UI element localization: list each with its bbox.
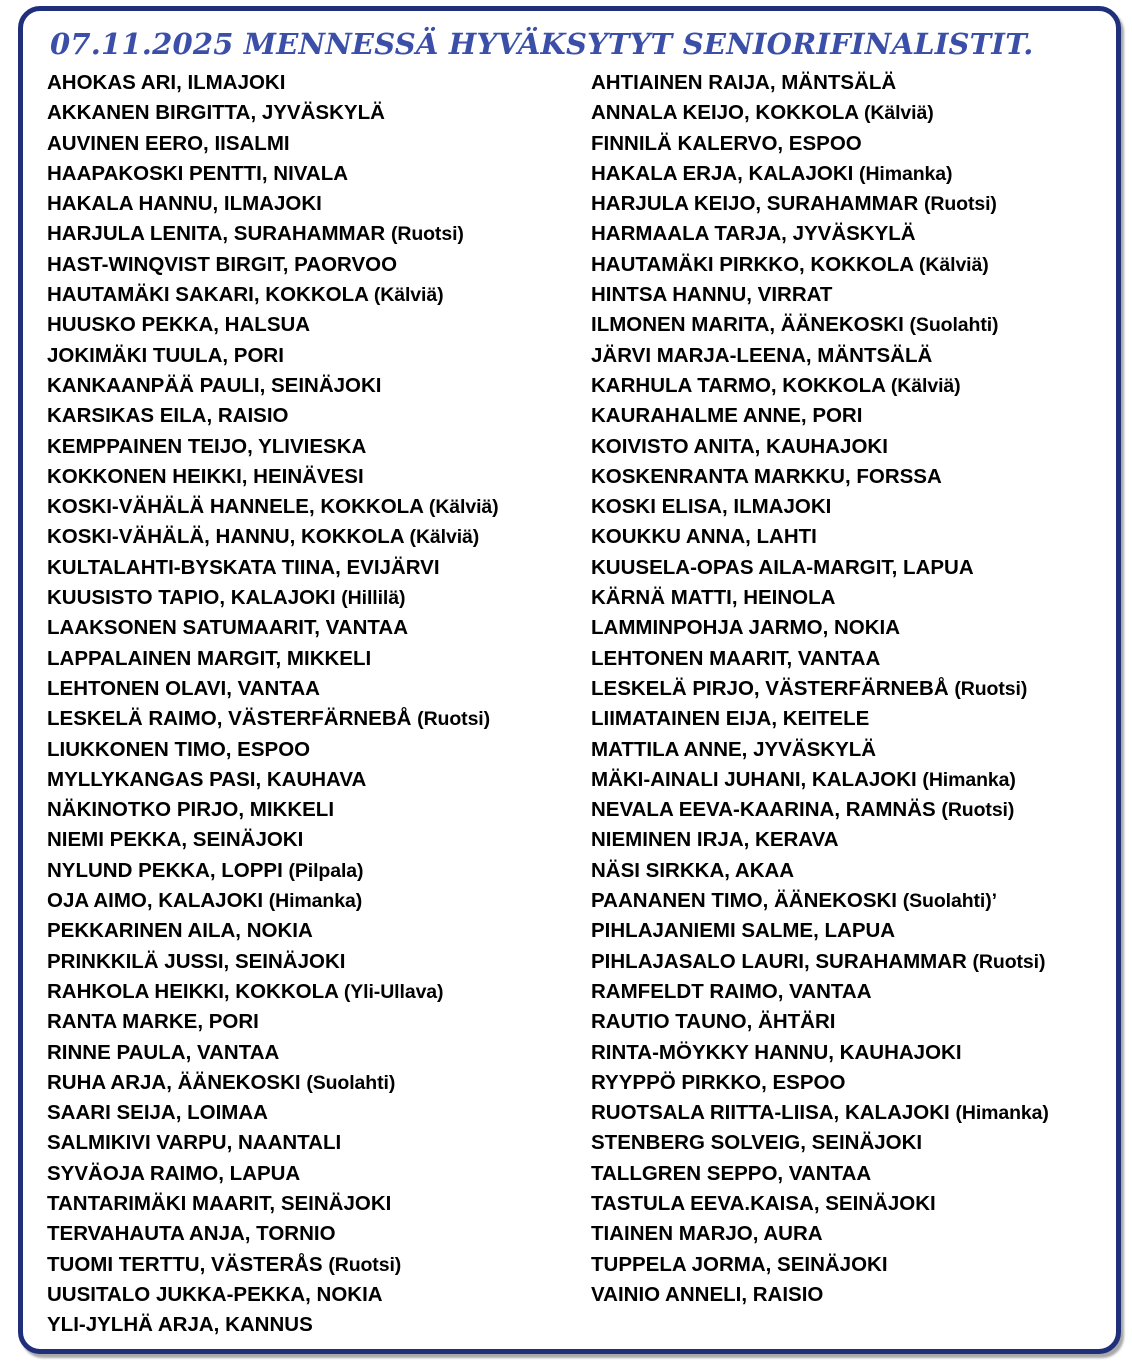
finalist-entry <box>47 795 499 825</box>
finalist-entry <box>591 886 1049 916</box>
finalist-name: PIHLAJANIEMI SALME, LAPUA <box>591 919 896 943</box>
finalist-entry <box>591 644 1049 674</box>
finalist-name: KOSKI-VÄHÄLÄ HANNELE, KOKKOLA <box>47 495 424 519</box>
finalist-entry <box>47 916 499 946</box>
finalist-entry <box>47 159 499 189</box>
finalist-entry <box>591 1280 1049 1310</box>
finalist-name: TUPPELA JORMA, SEINÄJOKI <box>591 1252 888 1276</box>
finalist-entry <box>591 462 1049 492</box>
finalist-entry <box>47 371 499 401</box>
finalist-list-left <box>47 68 499 1340</box>
finalist-locality: (Kälviä) <box>890 374 961 397</box>
finalist-entry <box>47 189 499 219</box>
finalist-name: HARJULA KEIJO, SURAHAMMAR <box>591 192 919 216</box>
finalist-name: KARSIKAS EILA, RAISIO <box>47 404 289 428</box>
finalist-name: KEMPPAINEN TEIJO, YLIVIESKA <box>47 434 367 458</box>
finalist-name: VAINIO ANNELI, RAISIO <box>591 1282 824 1306</box>
finalist-entry <box>591 1068 1049 1098</box>
finalist-locality: (Ruotsi) <box>417 708 491 731</box>
finalist-name: LESKELÄ PIRJO, VÄSTERFÄRNEBÅ <box>591 676 949 700</box>
finalist-name: LAMMINPOHJA JARMO, NOKIA <box>591 616 901 640</box>
finalist-locality: (Himanka) <box>955 1102 1049 1125</box>
finalist-name: TUOMI TERTTU, VÄSTERÅS <box>47 1252 323 1276</box>
finalist-entry <box>47 129 499 159</box>
finalist-name: ANNALA KEIJO, KOKKOLA <box>591 101 859 125</box>
finalist-name: NÄKINOTKO PIRJO, MIKKELI <box>47 798 335 822</box>
finalist-entry <box>47 674 499 704</box>
finalist-locality: (Kälviä) <box>428 496 499 519</box>
finalist-name: KUUSELA-OPAS AILA-MARGIT, LAPUA <box>591 555 974 579</box>
finalist-entry <box>47 250 499 280</box>
finalist-name: KOSKI ELISA, ILMAJOKI <box>591 495 832 519</box>
finalist-name: LESKELÄ RAIMO, VÄSTERFÄRNEBÅ <box>47 707 412 731</box>
finalist-name: KOUKKU ANNA, LAHTI <box>591 525 817 549</box>
finalist-entry <box>591 1098 1049 1128</box>
finalist-entry <box>47 401 499 431</box>
finalist-name: NEVALA EEVA-KAARINA, RAMNÄS <box>591 798 936 822</box>
finalist-entry <box>591 1189 1049 1219</box>
finalist-name: HAUTAMÄKI SAKARI, KOKKOLA <box>47 283 369 307</box>
finalist-name: PRINKKILÄ JUSSI, SEINÄJOKI <box>47 949 346 973</box>
finalist-name: TASTULA EEVA.KAISA, SEINÄJOKI <box>591 1191 936 1215</box>
finalist-name: RINNE PAULA, VANTAA <box>47 1040 280 1064</box>
finalist-name: ILMONEN MARITA, ÄÄNEKOSKI <box>591 313 904 337</box>
finalist-entry <box>591 189 1049 219</box>
finalist-entry <box>591 522 1049 552</box>
finalist-entry <box>591 1128 1049 1158</box>
finalist-entry <box>591 613 1049 643</box>
finalist-entry <box>47 432 499 462</box>
finalist-entry <box>591 977 1049 1007</box>
finalist-entry <box>47 1250 499 1280</box>
finalist-entry <box>47 1159 499 1189</box>
finalist-entry <box>47 219 499 249</box>
finalist-entry <box>47 522 499 552</box>
finalist-entry <box>591 795 1049 825</box>
finalist-entry <box>591 765 1049 795</box>
finalist-name: KÄRNÄ MATTI, HEINOLA <box>591 586 836 610</box>
finalist-entry <box>47 704 499 734</box>
finalist-name: MÄKI-AINALI JUHANI, KALAJOKI <box>591 767 917 791</box>
finalist-entry <box>47 68 499 98</box>
finalist-name: KARHULA TARMO, KOKKOLA <box>591 373 886 397</box>
finalist-locality: (Yli-Ullava) <box>343 980 444 1003</box>
finalist-name: NYLUND PEKKA, LOPPI <box>47 858 283 882</box>
finalist-entry <box>47 310 499 340</box>
finalist-entry <box>591 280 1049 310</box>
finalist-name: MATTILA ANNE, JYVÄSKYLÄ <box>591 737 877 761</box>
finalist-name: PEKKARINEN AILA, NOKIA <box>47 919 313 943</box>
finalist-entry <box>591 825 1049 855</box>
finalist-name: FINNILÄ KALERVO, ESPOO <box>591 131 862 155</box>
finalist-name: AHOKAS ARI, ILMAJOKI <box>47 71 286 94</box>
finalist-locality: (Ruotsi) <box>923 193 997 216</box>
finalist-name: RAHKOLA HEIKKI, KOKKOLA <box>47 979 339 1003</box>
finalist-name: LIIMATAINEN EIJA, KEITELE <box>591 707 870 731</box>
finalist-entry <box>591 947 1049 977</box>
finalist-name: LAAKSONEN SATUMAARIT, VANTAA <box>47 616 409 640</box>
finalist-entry <box>591 1250 1049 1280</box>
finalist-name: LEHTONEN MAARIT, VANTAA <box>591 646 881 670</box>
finalist-entry <box>47 1189 499 1219</box>
finalist-entry <box>591 432 1049 462</box>
page-title: 07.11.2025 MENNESSÄ HYVÄKSYTYT SENIORIFINALISTIT. <box>50 27 1034 61</box>
finalist-name: HAKALA HANNU, ILMAJOKI <box>47 192 322 216</box>
finalist-entry <box>47 825 499 855</box>
finalist-locality: (Ruotsi) <box>972 950 1046 973</box>
finalist-name: KOKKONEN HEIKKI, HEINÄVESI <box>47 464 364 488</box>
finalist-entry <box>47 886 499 916</box>
finalist-entry <box>47 644 499 674</box>
finalist-locality: (Suolahti)’ <box>902 890 997 913</box>
finalist-entry <box>47 583 499 613</box>
finalist-name: NIEMI PEKKA, SEINÄJOKI <box>47 828 304 852</box>
finalist-entry <box>591 98 1049 128</box>
finalist-name: TALLGREN SEPPO, VANTAA <box>591 1161 872 1185</box>
finalist-entry <box>47 1219 499 1249</box>
finalist-name: NÄSI SIRKKA, AKAA <box>591 858 795 882</box>
finalist-entry <box>591 1038 1049 1068</box>
finalist-name: TERVAHAUTA ANJA, TORNIO <box>47 1222 336 1246</box>
finalist-entry <box>591 856 1049 886</box>
finalist-entry <box>47 947 499 977</box>
finalist-entry <box>591 1159 1049 1189</box>
finalist-entry <box>591 68 1049 98</box>
finalist-locality: (Pilpala) <box>288 859 364 882</box>
finalist-entry <box>591 219 1049 249</box>
finalist-name: MYLLYKANGAS PASI, KAUHAVA <box>47 767 367 791</box>
finalist-locality: (Suolahti) <box>306 1071 396 1094</box>
finalist-entry <box>591 341 1049 371</box>
finalist-entry <box>47 341 499 371</box>
finalist-name: LEHTONEN OLAVI, VANTAA <box>47 676 320 700</box>
finalist-name: TIAINEN MARJO, AURA <box>591 1222 823 1246</box>
finalist-entry <box>47 1068 499 1098</box>
finalist-name: JOKIMÄKI TUULA, PORI <box>47 343 284 367</box>
finalist-name: RUOTSALA RIITTA-LIISA, KALAJOKI <box>591 1101 950 1125</box>
finalist-entry <box>591 916 1049 946</box>
finalist-name: HINTSA HANNU, VIRRAT <box>591 283 833 307</box>
finalist-entry <box>591 735 1049 765</box>
finalist-entry <box>47 1128 499 1158</box>
finalist-name: TANTARIMÄKI MAARIT, SEINÄJOKI <box>47 1191 392 1215</box>
finalist-name: HARMAALA TARJA, JYVÄSKYLÄ <box>591 222 916 246</box>
finalist-name: RAUTIO TAUNO, ÄHTÄRI <box>591 1010 836 1034</box>
finalist-locality: (Ruotsi) <box>328 1253 402 1276</box>
finalist-entry <box>47 492 499 522</box>
finalist-name: NIEMINEN IRJA, KERAVA <box>591 828 839 852</box>
finalist-entry <box>591 492 1049 522</box>
finalist-entry <box>591 129 1049 159</box>
finalist-entry <box>47 613 499 643</box>
finalist-entry <box>47 1038 499 1068</box>
finalist-locality: (Suolahti) <box>909 314 999 337</box>
finalist-name: AHTIAINEN RAIJA, MÄNTSÄLÄ <box>591 71 897 94</box>
finalist-entry <box>47 735 499 765</box>
finalist-name: HAAPAKOSKI PENTTI, NIVALA <box>47 161 349 185</box>
finalist-entry <box>47 977 499 1007</box>
finalist-name: LAPPALAINEN MARGIT, MIKKELI <box>47 646 372 670</box>
finalist-name: JÄRVI MARJA-LEENA, MÄNTSÄLÄ <box>591 343 933 367</box>
finalist-name: KUUSISTO TAPIO, KALAJOKI <box>47 586 336 610</box>
finalist-name: RANTA MARKE, PORI <box>47 1010 259 1034</box>
finalist-entry <box>591 674 1049 704</box>
finalist-locality: (Kälviä) <box>919 253 989 276</box>
finalist-entry <box>47 98 499 128</box>
finalist-name: HARJULA LENITA, SURAHAMMAR <box>47 222 386 246</box>
finalist-entry <box>47 280 499 310</box>
finalist-entry <box>591 1219 1049 1249</box>
finalist-entry <box>591 704 1049 734</box>
finalist-name: RINTA-MÖYKKY HANNU, KAUHAJOKI <box>591 1040 962 1064</box>
finalist-entry <box>591 401 1049 431</box>
finalist-entry <box>47 1098 499 1128</box>
finalist-entry <box>47 856 499 886</box>
finalist-entry <box>47 1280 499 1310</box>
finalist-locality: (Himanka) <box>922 768 1016 791</box>
finalist-name: SALMIKIVI VARPU, NAANTALI <box>47 1131 342 1155</box>
finalist-locality: (Hillilä) <box>341 587 406 610</box>
finalist-entry <box>47 553 499 583</box>
finalist-name: KOIVISTO ANITA, KAUHAJOKI <box>591 434 888 458</box>
finalist-name: AUVINEN EERO, IISALMI <box>47 131 290 155</box>
finalist-entry <box>47 1310 499 1340</box>
finalist-name: OJA AIMO, KALAJOKI <box>47 889 264 913</box>
finalist-name: HAST-WINQVIST BIRGIT, PAORVOO <box>47 252 398 276</box>
finalist-name: UUSITALO JUKKA-PEKKA, NOKIA <box>47 1282 383 1306</box>
finalist-entry <box>591 250 1049 280</box>
finalist-name: PAANANEN TIMO, ÄÄNEKOSKI <box>591 889 897 913</box>
finalist-name: PIHLAJASALO LAURI, SURAHAMMAR <box>591 949 967 973</box>
finalist-locality: (Himanka) <box>859 162 953 185</box>
finalist-name: KOSKI-VÄHÄLÄ, HANNU, KOKKOLA <box>47 525 404 549</box>
finalist-name: KULTALAHTI-BYSKATA TIINA, EVIJÄRVI <box>47 555 440 579</box>
finalist-entry <box>47 765 499 795</box>
finalist-name: HAUTAMÄKI PIRKKO, KOKKOLA <box>591 252 914 276</box>
finalist-name: STENBERG SOLVEIG, SEINÄJOKI <box>591 1131 923 1155</box>
finalist-name: SAARI SEIJA, LOIMAA <box>47 1101 268 1125</box>
finalist-locality: (Ruotsi) <box>954 677 1028 700</box>
finalist-name: KAURAHALME ANNE, PORI <box>591 404 863 428</box>
finalist-name: KOSKENRANTA MARKKU, FORSSA <box>591 464 942 488</box>
finalist-entry <box>591 583 1049 613</box>
finalist-entry <box>591 310 1049 340</box>
finalist-name: AKKANEN BIRGITTA, JYVÄSKYLÄ <box>47 101 385 125</box>
finalist-entry <box>591 553 1049 583</box>
finalist-entry <box>47 462 499 492</box>
finalist-name: KANKAANPÄÄ PAULI, SEINÄJOKI <box>47 373 382 397</box>
finalist-locality: (Kälviä) <box>863 102 934 125</box>
finalist-name: RAMFELDT RAIMO, VANTAA <box>591 979 872 1003</box>
finalist-name: HAKALA ERJA, KALAJOKI <box>591 161 854 185</box>
finalist-locality: (Himanka) <box>268 890 363 913</box>
finalist-locality: (Ruotsi) <box>390 223 464 246</box>
finalist-entry <box>591 371 1049 401</box>
finalist-name: RYYPPÖ PIRKKO, ESPOO <box>591 1070 846 1094</box>
finalist-entry <box>591 1007 1049 1037</box>
finalist-name: SYVÄOJA RAIMO, LAPUA <box>47 1161 301 1185</box>
finalist-locality: (Kälviä) <box>409 526 480 549</box>
finalist-name: RUHA ARJA, ÄÄNEKOSKI <box>47 1070 301 1094</box>
finalist-name: HUUSKO PEKKA, HALSUA <box>47 313 311 337</box>
finalist-name: YLI-JYLHÄ ARJA, KANNUS <box>47 1313 313 1337</box>
finalist-locality: (Ruotsi) <box>941 799 1015 822</box>
finalist-locality: (Kälviä) <box>373 284 444 307</box>
finalist-entry <box>591 159 1049 189</box>
finalist-list-right <box>591 68 1049 1310</box>
finalist-entry <box>47 1007 499 1037</box>
finalist-name: LIUKKONEN TIMO, ESPOO <box>47 737 311 761</box>
